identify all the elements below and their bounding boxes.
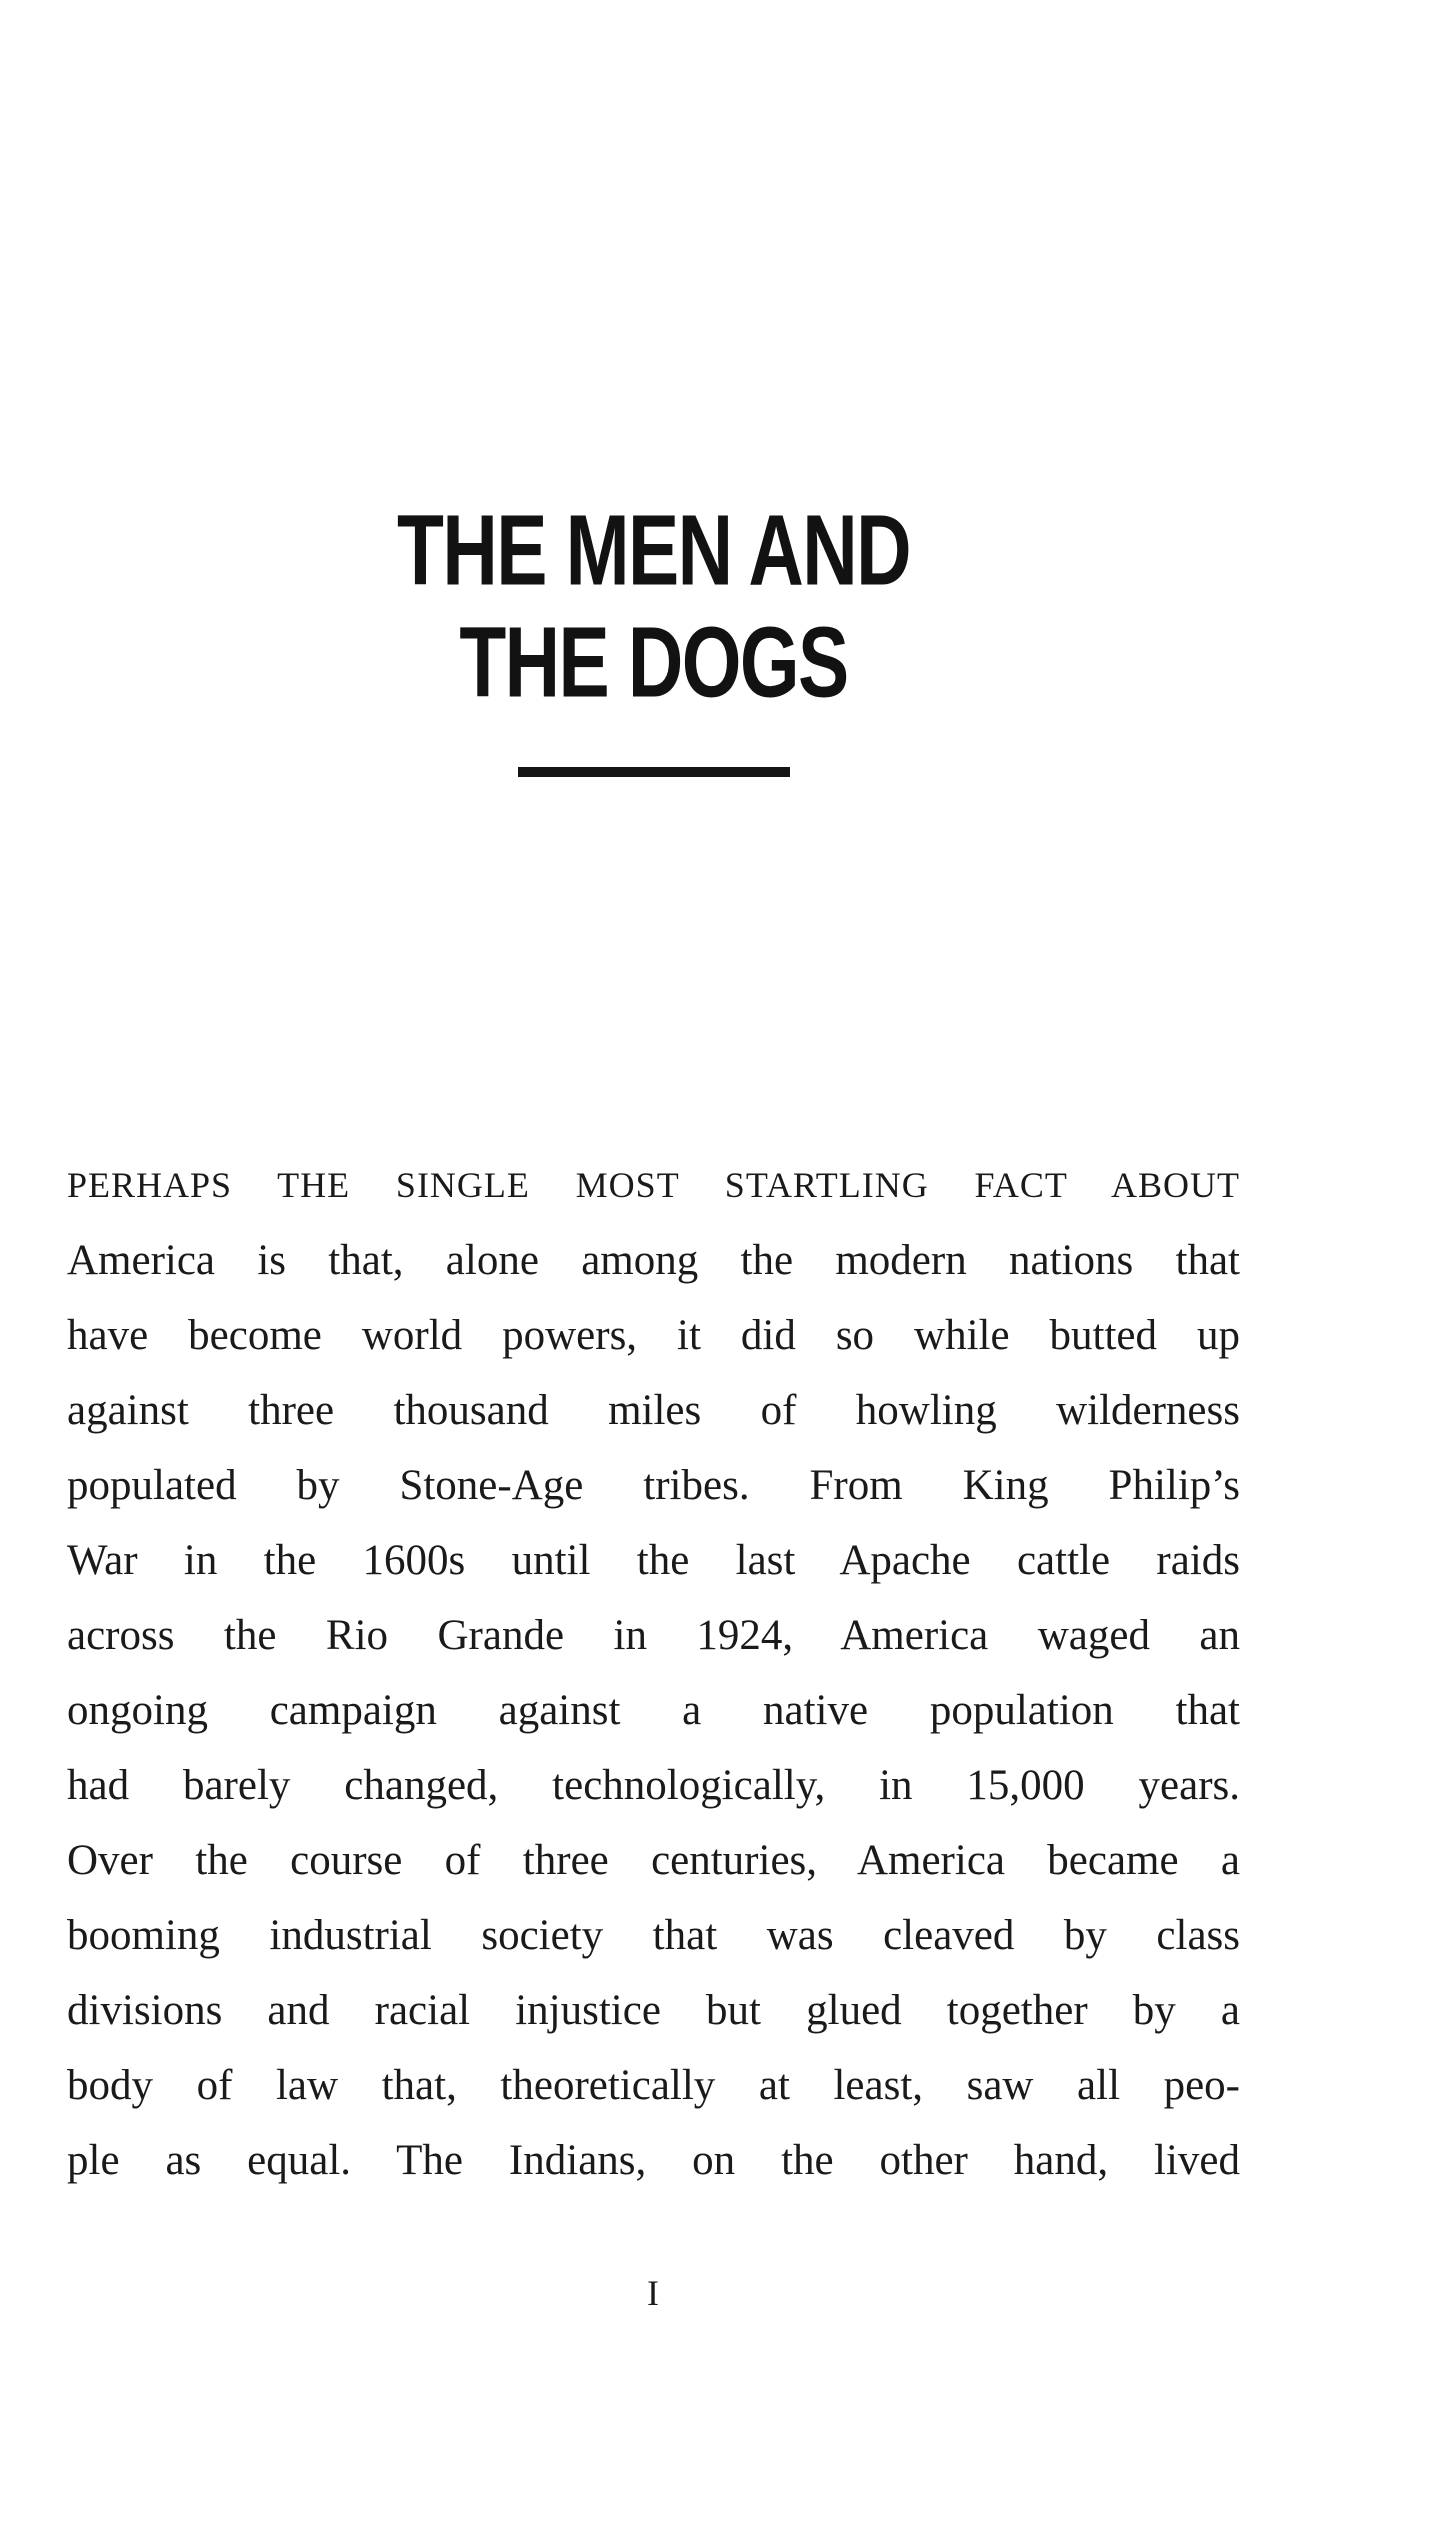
body-line: divisions and racial injustice but glued together by a — [67, 1987, 1240, 2034]
lead-in-small-caps-line: PERHAPS THE SINGLE MOST STARTLING FACT ABOUT — [67, 1165, 1240, 1205]
chapter-title — [67, 495, 1240, 719]
body-line: body of law that, theoretically at least, saw all peo- — [67, 2062, 1240, 2109]
chapter-header — [67, 495, 1240, 777]
body-line: against three thousand miles of howling wilderness — [67, 1387, 1240, 1434]
body-line: had barely changed, technologically, in 15,000 years. — [67, 1762, 1240, 1809]
body-line: Over the course of three centuries, America became a — [67, 1837, 1240, 1884]
body-line: War in the 1600s until the last Apache cattle raids — [67, 1537, 1240, 1584]
body-line: ple as equal. The Indians, on the other hand, lived — [67, 2137, 1240, 2184]
body-line: across the Rio Grande in 1924, America waged an — [67, 1612, 1240, 1659]
page-number: I — [647, 2273, 660, 2313]
chapter-title-line-1: THE MEN AND — [397, 494, 910, 607]
text-column — [67, 0, 1240, 2524]
body-line: ongoing campaign against a native population that — [67, 1687, 1240, 1734]
body-line: booming industrial society that was cleaved by class — [67, 1912, 1240, 1959]
body-line: populated by Stone-Age tribes. From King Philip’s — [67, 1462, 1240, 1509]
chapter-body — [67, 1148, 1240, 2198]
title-rule-divider — [518, 767, 790, 777]
body-line: America is that, alone among the modern nations that — [67, 1237, 1240, 1284]
body-line: have become world powers, it did so while butted up — [67, 1312, 1240, 1359]
chapter-title-line-2: THE DOGS — [459, 606, 848, 719]
